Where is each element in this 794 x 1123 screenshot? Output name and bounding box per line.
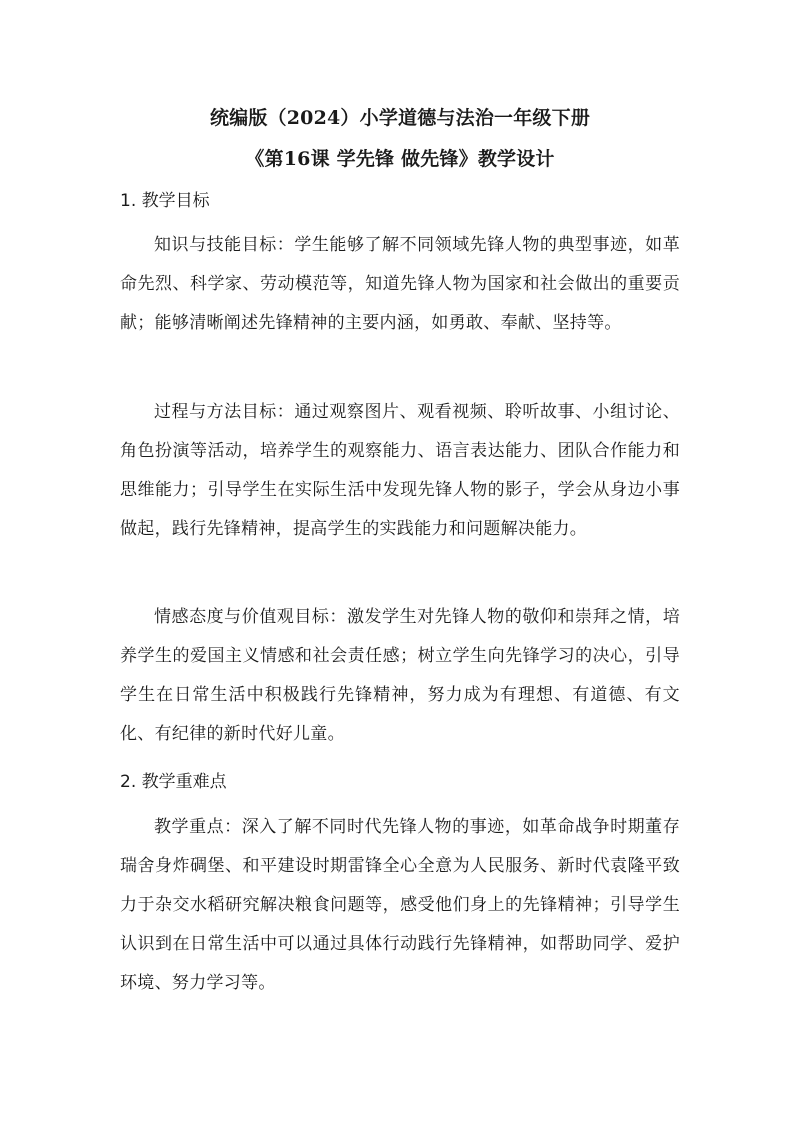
paragraph-emotion-values: 情感态度与价值观目标：激发学生对先锋人物的敬仰和崇拜之情，培养学生的爱国主义情感和社会责任感；树立学生向先锋学习的决心，引导学生在日常生活中积极践行先锋精神，努力成为有理想、有道德、有文化、有纪律的新时代好儿童。 [120, 607, 680, 744]
document-subtitle: 《第16课 学先锋 做先锋》教学设计 [245, 148, 555, 170]
section-heading-key-difficulties: 2. 教学重难点 [120, 772, 227, 792]
paragraph-knowledge-skills: 知识与技能目标：学生能够了解不同领域先锋人物的典型事迹，如革命先烈、科学家、劳动模范等，知道先锋人物为国家和社会做出的重要贡献；能够清晰阐述先锋精神的主要内涵，如勇敢、奉献、坚持等。 [120, 235, 680, 333]
document-title: 统编版（2024）小学道德与法治一年级下册 [209, 107, 591, 129]
paragraph-teaching-focus: 教学重点：深入了解不同时代先锋人物的事迹，如革命战争时期董存瑞舍身炸碉堡、和平建设时期雷锋全心全意为人民服务、新时代袁隆平致力于杂交水稻研究解决粮食问题等，感受他们身上的先锋精神；引导学生认识到在日常生活中可以通过具体行动践行先锋精神，如帮助同学、爱护环境、努力学习等。 [120, 817, 680, 993]
paragraph-process-methods: 过程与方法目标：通过观察图片、观看视频、聆听故事、小组讨论、角色扮演等活动，培养学生的观察能力、语言表达能力、团队合作能力和思维能力；引导学生在实际生活中发现先锋人物的影子，学会从身边小事做起，践行先锋精神，提高学生的实践能力和问题解决能力。 [120, 402, 680, 539]
section-heading-teaching-goals: 1. 教学目标 [120, 191, 210, 211]
